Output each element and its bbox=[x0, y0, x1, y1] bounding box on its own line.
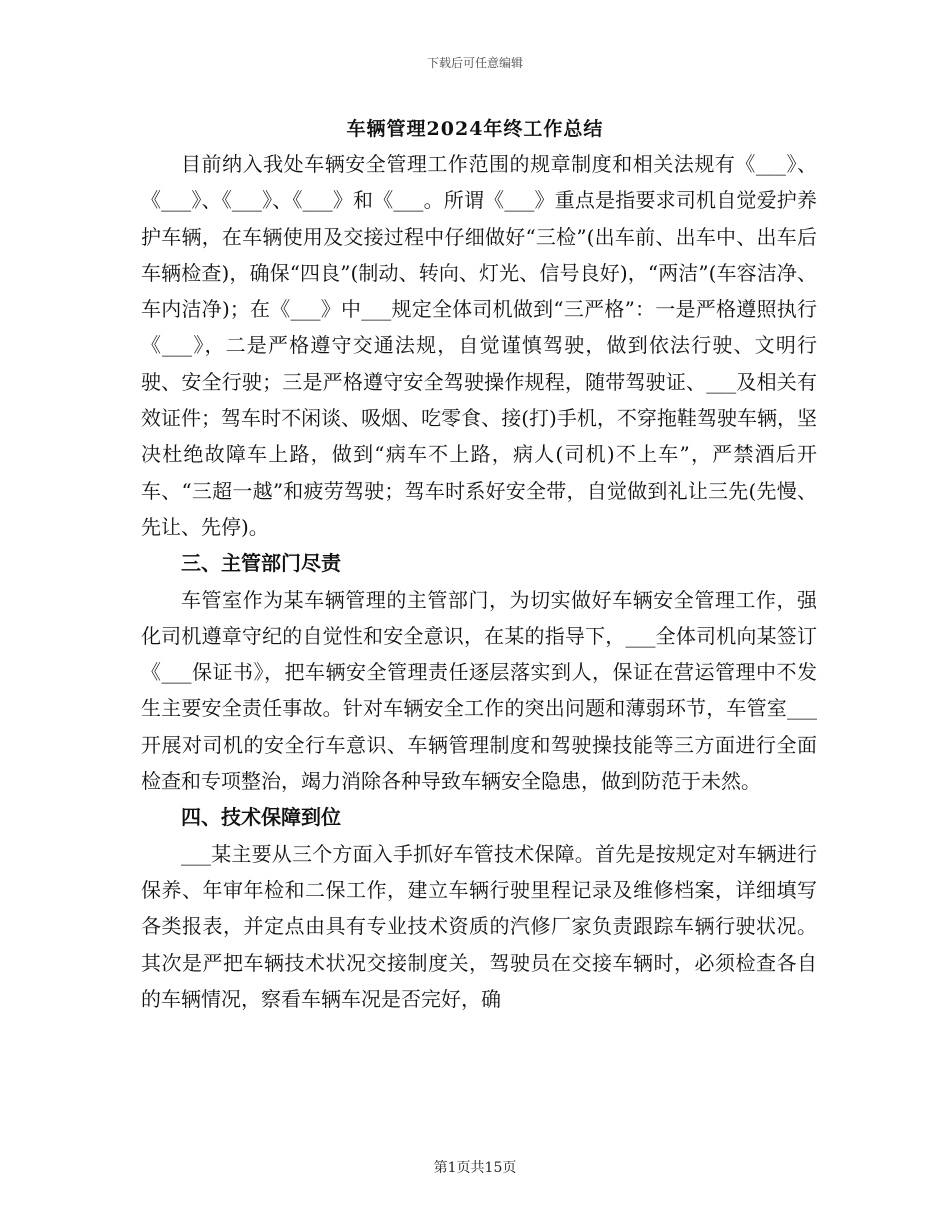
body-paragraph: ___某主要从三个方面入手抓好车管技术保障。首先是按规定对车辆进行保养、年审年检和二保工作，建立车辆行驶里程记录及维修档案，详细填写各类报表，并定点由具有专业技术资质的汽修厂家负责跟踪车辆行驶状况。其次是严把车辆技术状况交接制度关，驾驶员在交接车辆时，必须检查各自的车辆情况，察看车辆车况是否完好，确 bbox=[141, 841, 817, 1011]
document-body bbox=[141, 146, 817, 1017]
body-paragraph: 目前纳入我处车辆安全管理工作范围的规章制度和相关法规有《___》、《___》、《___》、《___》和《___。所谓《___》重点是指要求司机自觉爱护养护车辆，在车辆使用及交接过程中仔细做好“三检”(出车前、出车中、出车后车辆检查)，确保“四良”(制动、转向、灯光、信号良好)，“两洁”(车容洁净、车内洁净)；在《___》中___规定全体司机做到“三严格”：一是严格遵照执行《___》，二是严格遵守交通法规，自觉谨慎驾驶，做到依法行驶、文明行驶、安全行驶；三是严格遵守安全驾驶操作规程，随带驾驶证、___及相关有效证件；驾车时不闲谈、吸烟、吃零食、接(打)手机，不穿拖鞋驾驶车辆，坚决杜绝故障车上路，做到“病车不上路，病人(司机)不上车”，严禁酒后开车、“三超一越”和疲劳驾驶；驾车时系好安全带，自觉做到礼让三先(先慢、先让、先停)。 bbox=[141, 152, 817, 539]
header-note: 下载后可任意编辑 bbox=[426, 56, 523, 70]
body-paragraph: 车管室作为某车辆管理的主管部门，为切实做好车辆安全管理工作，强化司机遵章守纪的自觉性和安全意识，在某的指导下，___全体司机向某签订《___保证书》，把车辆安全管理责任逐层落实到人，保证在营运管理中不发生主要安全责任事故。针对车辆安全工作的突出问题和薄弱环节，车管室___开展对司机的安全行车意识、车辆管理制度和驾驶操技能等三方面进行全面检查和专项整治，竭力消除各种导致车辆安全隐患，做到防范于未然。 bbox=[141, 587, 817, 794]
document-title: 车辆管理2024年终工作总结 bbox=[346, 118, 604, 140]
page-number: 第1页共15页 bbox=[433, 1160, 517, 1176]
section-heading: 三、主管部门尽责 bbox=[181, 551, 341, 576]
section-heading: 四、技术保障到位 bbox=[181, 805, 341, 830]
